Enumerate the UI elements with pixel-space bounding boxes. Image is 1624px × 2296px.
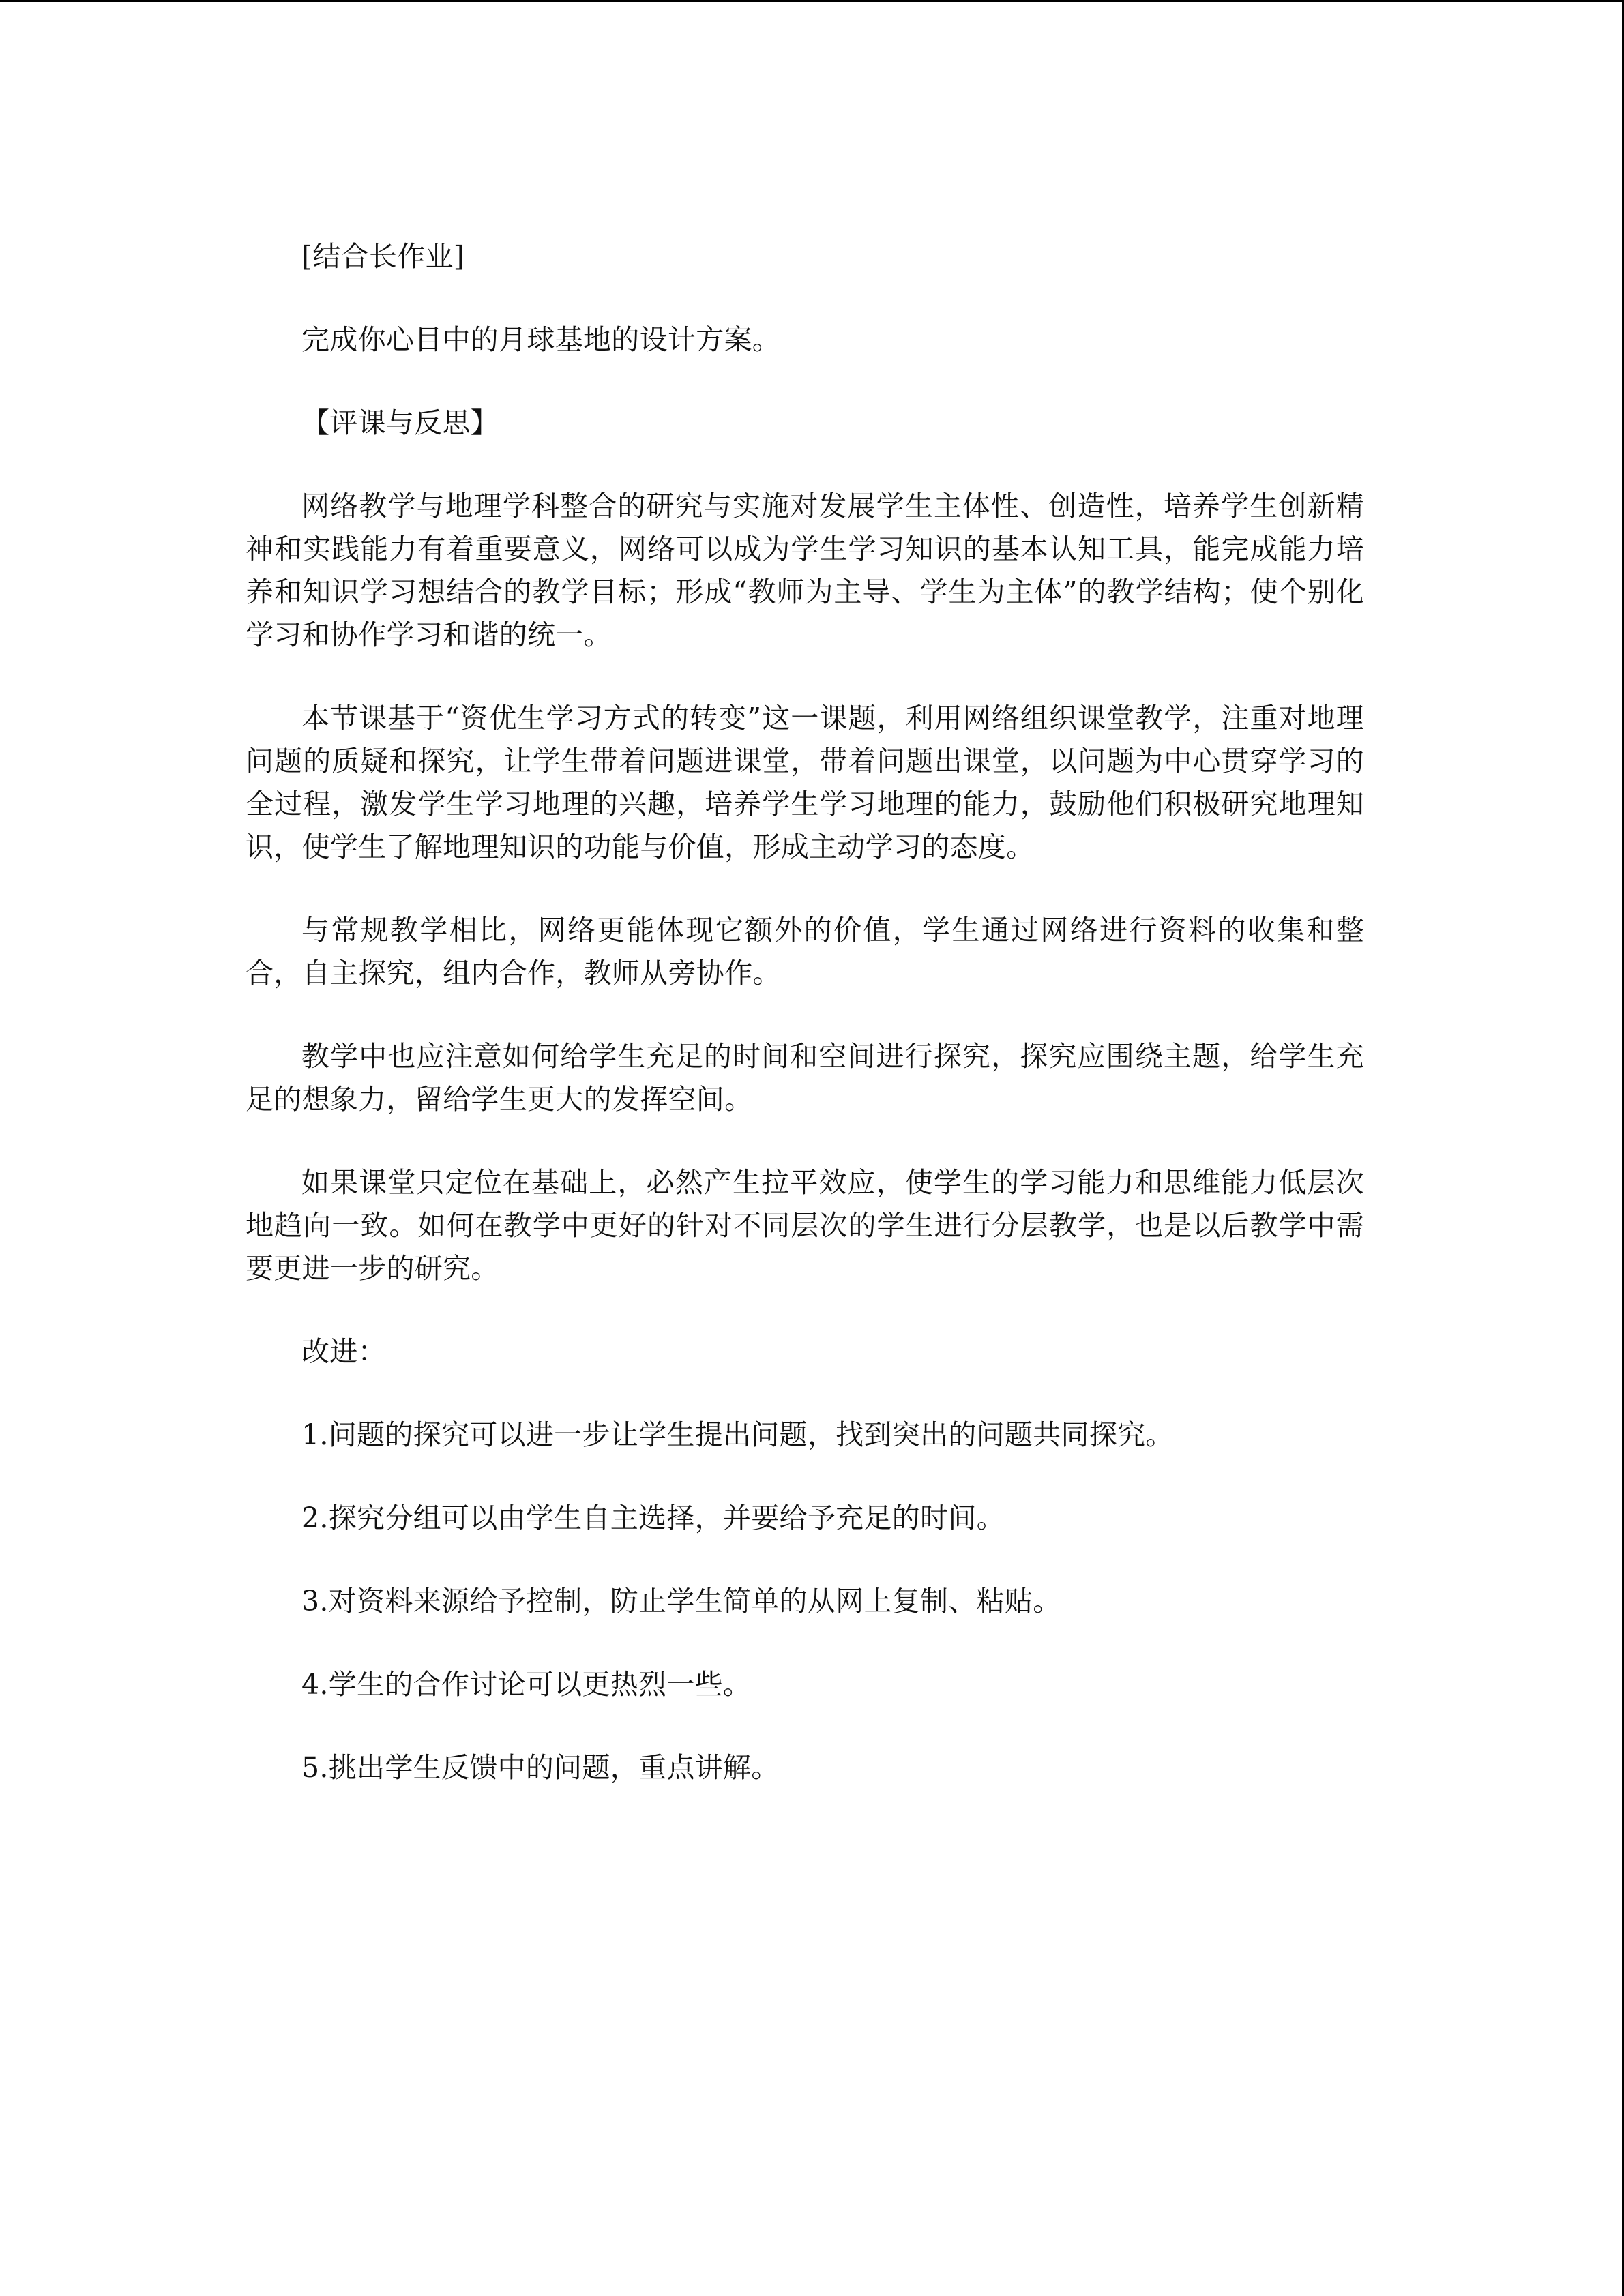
improvement-item-5: 5.挑出学生反馈中的问题，重点讲解。 <box>301 1751 780 1784</box>
review-paragraph-4: 教学中也应注意如何给学生充足的时间和空间进行探究，探究应围绕主题，给学生充足的想象力，留给学生更大的发挥空间。 <box>246 1040 1364 1116</box>
homework-text: 完成你心目中的月球基地的设计方案。 <box>301 323 781 356</box>
review-heading: 【评课与反思】 <box>301 406 499 439</box>
improvement-item-2: 2.探究分组可以由学生自主选择，并要给予充足的时间。 <box>301 1502 1005 1534</box>
review-paragraph-2: 本节课基于“资优生学习方式的转变”这一课题，利用网络组织课堂教学，注重对地理问题的质疑和探究，让学生带着问题进课堂，带着问题出课堂，以问题为中心贯穿学习的全过程，激发学生学习地理的兴趣，培养学生学习地理的能力，鼓励他们积极研究地理知识，使学生了解地理知识的功能与价值，形成主动学习的态度。 <box>246 702 1364 863</box>
review-paragraph-5: 如果课堂只定位在基础上，必然产生拉平效应，使学生的学习能力和思维能力低层次地趋向一致。如何在教学中更好的针对不同层次的学生进行分层教学，也是以后教学中需要更进一步的研究。 <box>246 1166 1364 1285</box>
improvement-item-3: 3.对资料来源给予控制，防止学生简单的从网上复制、粘贴。 <box>301 1585 1061 1617</box>
page-top-border <box>0 0 1624 2</box>
improvement-heading: 改进： <box>301 1335 386 1368</box>
homework-heading: [结合长作业] <box>301 240 465 273</box>
improvement-item-4: 4.学生的合作讨论可以更热烈一些。 <box>301 1668 752 1701</box>
review-paragraph-3: 与常规教学相比，网络更能体现它额外的价值，学生通过网络进行资料的收集和整合，自主探究，组内合作，教师从旁协作。 <box>246 914 1364 989</box>
review-paragraph-1: 网络教学与地理学科整合的研究与实施对发展学生主体性、创造性，培养学生创新精神和实践能力有着重要意义，网络可以成为学生学习知识的基本认知工具，能完成能力培养和知识学习想结合的教学目标；形成“教师为主导、学生为主体”的教学结构；使个别化学习和协作学习和谐的统一。 <box>246 490 1364 651</box>
document-body <box>246 235 1364 1830</box>
improvement-item-1: 1.问题的探究可以进一步让学生提出问题，找到突出的问题共同探究。 <box>301 1418 1174 1451</box>
